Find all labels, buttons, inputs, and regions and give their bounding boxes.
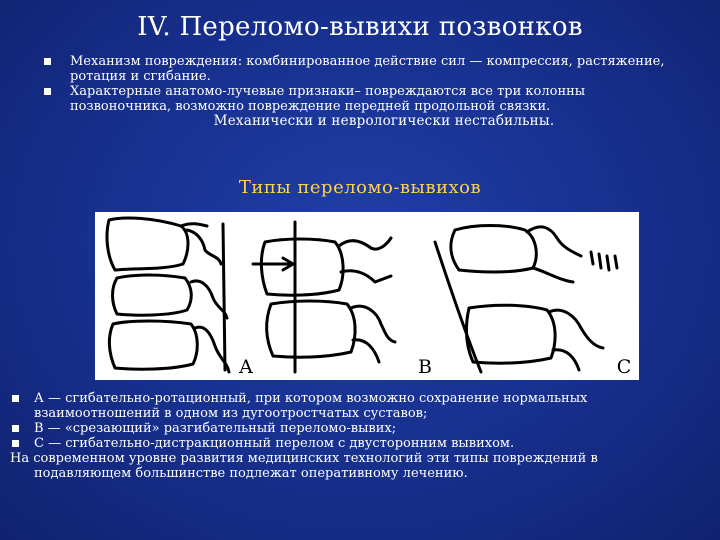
bottom-bullet-c <box>10 436 710 451</box>
bottom-bullet-text: С — сгибательно-дистракционный перелом с двусторонним вывихом. <box>34 436 515 451</box>
closing-paragraph <box>10 451 710 481</box>
top-bullet-text: Характерные анатомо-лучевые признаки– повреждаются все три колонны позвоночника, возможно повреждение передней продольной связки. <box>70 84 586 114</box>
emphasis-line: Механически и неврологически нестабильны. <box>213 113 555 129</box>
bottom-bullet-list <box>10 391 710 481</box>
figure-subtitle: Типы переломо-вывихов <box>238 177 482 198</box>
square-bullet-icon <box>12 395 19 402</box>
bottom-bullet-b <box>10 421 710 436</box>
closing-line-2: подавляющем большинстве подлежат оперативному лечению. <box>34 466 468 481</box>
top-bullet-text: Механизм повреждения: комбинированное действие сил — компрессия, растяжение, ротация и сгибание. <box>70 54 665 84</box>
bottom-bullet-text: В — «срезающий» разгибательный переломо-вывих; <box>34 421 397 436</box>
slide-title: IV. Переломо-вывихи позвонков <box>137 12 583 42</box>
bottom-bullet-a <box>10 391 710 421</box>
square-bullet-icon <box>44 58 51 65</box>
bottom-bullet-text: А — сгибательно-ротационный, при котором возможно сохранение нормальных взаимоотношений в одном из дугоотростчатых суставов; <box>34 391 588 421</box>
figure-label-a: A <box>235 354 257 380</box>
figure-label-b: B <box>414 354 436 380</box>
panel-c-drawing <box>435 226 617 373</box>
panel-a-drawing <box>107 218 229 372</box>
square-bullet-icon <box>44 88 51 95</box>
closing-line-1: На современном уровне развития медицинских технологий эти типы повреждений в <box>10 451 598 466</box>
fracture-types-figure <box>95 212 639 380</box>
top-bullet-list <box>44 54 684 129</box>
square-bullet-icon <box>12 440 19 447</box>
square-bullet-icon <box>12 425 19 432</box>
top-bullet-signs <box>44 84 684 114</box>
top-bullet-mechanism <box>44 54 684 84</box>
figure-label-c: C <box>613 354 635 380</box>
spine-drawing <box>95 212 639 380</box>
panel-b-drawing <box>253 222 395 372</box>
